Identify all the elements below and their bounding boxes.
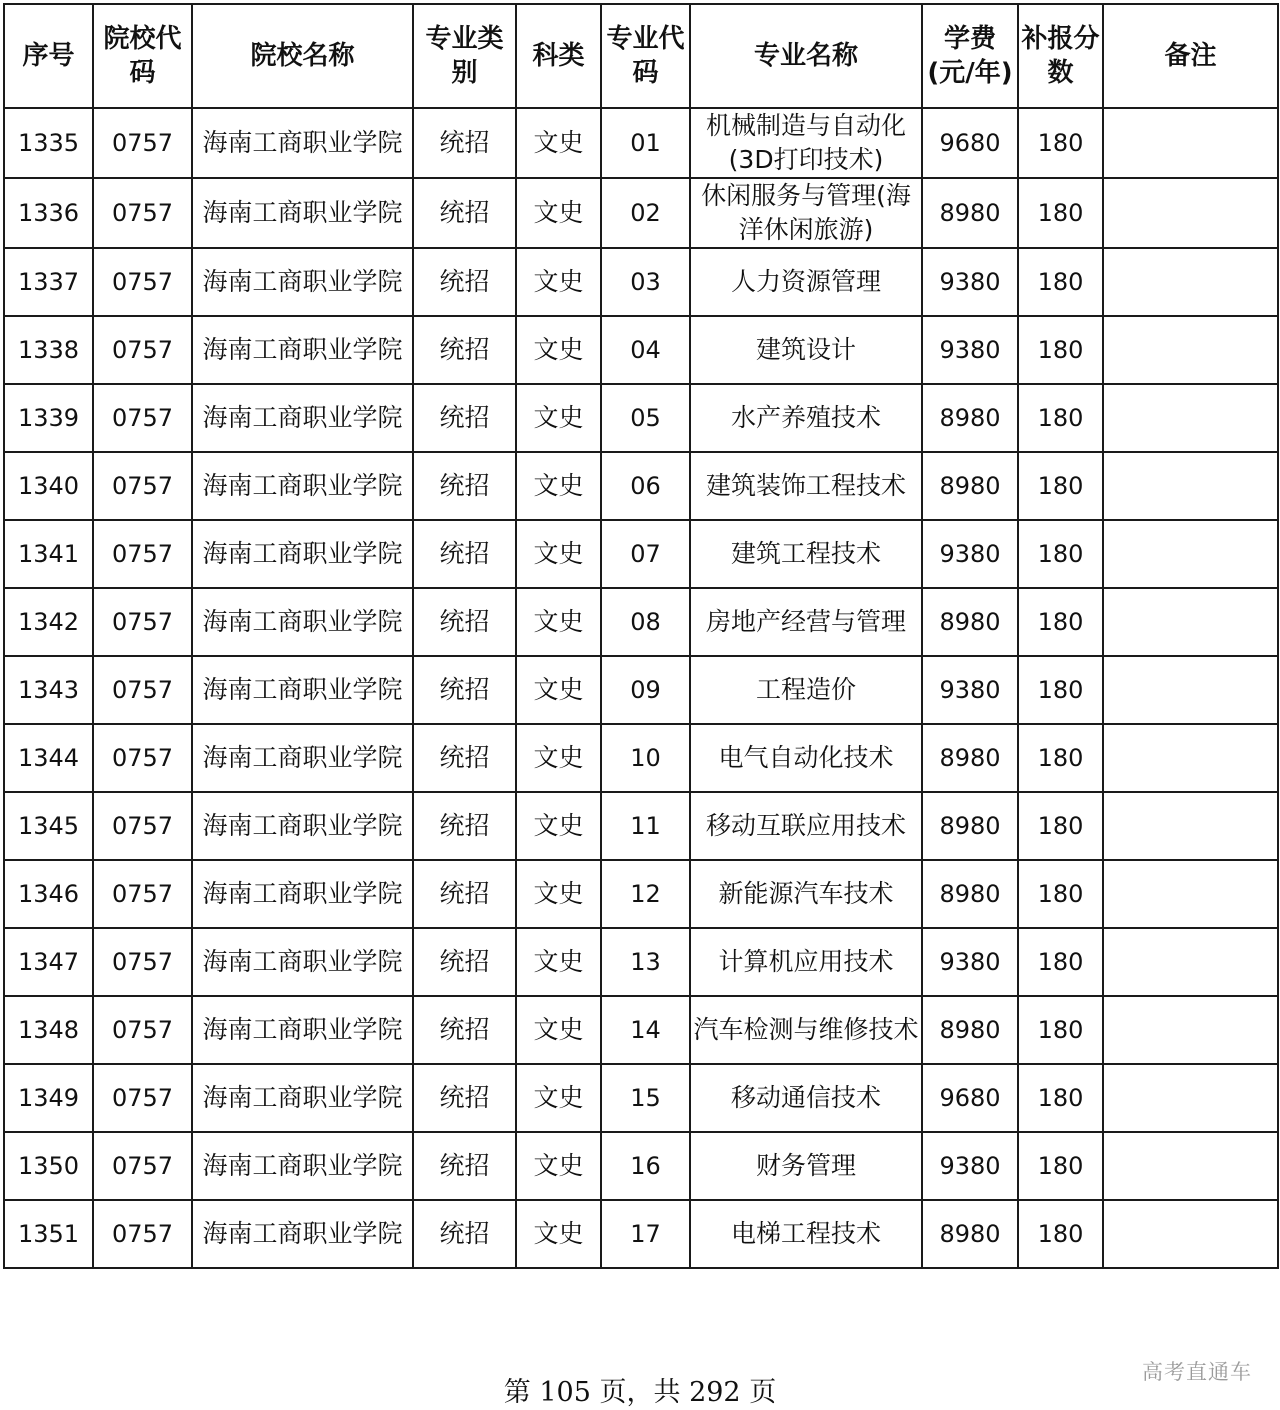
header-subject: 科类: [516, 4, 601, 108]
cell-subject: 文史: [516, 1200, 601, 1268]
cell-fee: 8980: [922, 724, 1018, 792]
cell-subject: 文史: [516, 1064, 601, 1132]
table-row: [4, 588, 1278, 656]
cell-major-type: 统招: [413, 928, 516, 996]
cell-score: 180: [1018, 588, 1103, 656]
cell-seq: 1350: [4, 1132, 93, 1200]
cell-major-type: 统招: [413, 1132, 516, 1200]
cell-fee: 8980: [922, 452, 1018, 520]
cell-fee: 8980: [922, 996, 1018, 1064]
cell-fee: 9380: [922, 248, 1018, 316]
cell-school-code: 0757: [93, 996, 192, 1064]
cell-major-type: 统招: [413, 452, 516, 520]
cell-school-code: 0757: [93, 452, 192, 520]
cell-major-code: 14: [601, 996, 690, 1064]
cell-major-type: 统招: [413, 996, 516, 1064]
cell-major-type: 统招: [413, 724, 516, 792]
cell-subject: 文史: [516, 178, 601, 248]
cell-remark: [1103, 520, 1278, 588]
cell-remark: [1103, 792, 1278, 860]
header-major-code: 专业代码: [601, 4, 690, 108]
table-row: [4, 792, 1278, 860]
cell-major-code: 15: [601, 1064, 690, 1132]
cell-score: 180: [1018, 178, 1103, 248]
cell-subject: 文史: [516, 860, 601, 928]
table-row: [4, 1132, 1278, 1200]
cell-school-name: 海南工商职业学院: [192, 1200, 413, 1268]
cell-school-name: 海南工商职业学院: [192, 724, 413, 792]
cell-major-name: 工程造价: [690, 656, 922, 724]
cell-score: 180: [1018, 996, 1103, 1064]
cell-school-code: 0757: [93, 656, 192, 724]
cell-major-code: 03: [601, 248, 690, 316]
cell-fee: 9680: [922, 1064, 1018, 1132]
cell-subject: 文史: [516, 1132, 601, 1200]
cell-major-name: 电气自动化技术: [690, 724, 922, 792]
cell-seq: 1335: [4, 108, 93, 178]
cell-remark: [1103, 656, 1278, 724]
table-row: [4, 248, 1278, 316]
cell-school-name: 海南工商职业学院: [192, 520, 413, 588]
cell-school-code: 0757: [93, 248, 192, 316]
cell-fee: 8980: [922, 178, 1018, 248]
header-row: [4, 4, 1278, 108]
cell-seq: 1343: [4, 656, 93, 724]
cell-seq: 1345: [4, 792, 93, 860]
admissions-sheet: [3, 3, 1279, 1269]
cell-fee: 8980: [922, 860, 1018, 928]
cell-seq: 1342: [4, 588, 93, 656]
page-number: 第 105 页，共 292 页: [503, 1377, 777, 1408]
cell-subject: 文史: [516, 316, 601, 384]
header-score: 补报分数: [1018, 4, 1103, 108]
cell-major-type: 统招: [413, 178, 516, 248]
table-row: [4, 724, 1278, 792]
cell-school-name: 海南工商职业学院: [192, 316, 413, 384]
cell-seq: 1339: [4, 384, 93, 452]
cell-major-code: 17: [601, 1200, 690, 1268]
table-row: [4, 108, 1278, 178]
header-remark: 备注: [1103, 4, 1278, 108]
cell-seq: 1349: [4, 1064, 93, 1132]
header-seq: 序号: [4, 4, 93, 108]
cell-score: 180: [1018, 1064, 1103, 1132]
cell-score: 180: [1018, 520, 1103, 588]
cell-seq: 1346: [4, 860, 93, 928]
cell-subject: 文史: [516, 928, 601, 996]
cell-school-name: 海南工商职业学院: [192, 1132, 413, 1200]
cell-major-type: 统招: [413, 520, 516, 588]
table-row: [4, 520, 1278, 588]
table-row: [4, 928, 1278, 996]
cell-remark: [1103, 452, 1278, 520]
header-major-type: 专业类别: [413, 4, 516, 108]
cell-score: 180: [1018, 724, 1103, 792]
cell-major-code: 13: [601, 928, 690, 996]
cell-remark: [1103, 1200, 1278, 1268]
table-row: [4, 1200, 1278, 1268]
cell-major-code: 09: [601, 656, 690, 724]
cell-major-name: 休闲服务与管理(海洋休闲旅游): [690, 178, 922, 248]
cell-subject: 文史: [516, 792, 601, 860]
cell-score: 180: [1018, 928, 1103, 996]
table-row: [4, 316, 1278, 384]
cell-school-name: 海南工商职业学院: [192, 384, 413, 452]
cell-remark: [1103, 860, 1278, 928]
cell-score: 180: [1018, 792, 1103, 860]
table-row: [4, 178, 1278, 248]
cell-remark: [1103, 588, 1278, 656]
cell-fee: 9380: [922, 520, 1018, 588]
cell-seq: 1347: [4, 928, 93, 996]
cell-seq: 1338: [4, 316, 93, 384]
cell-score: 180: [1018, 108, 1103, 178]
cell-subject: 文史: [516, 996, 601, 1064]
cell-seq: 1337: [4, 248, 93, 316]
table-row: [4, 860, 1278, 928]
cell-fee: 9380: [922, 1132, 1018, 1200]
cell-subject: 文史: [516, 248, 601, 316]
table-row: [4, 452, 1278, 520]
cell-remark: [1103, 384, 1278, 452]
cell-major-name: 财务管理: [690, 1132, 922, 1200]
cell-major-code: 04: [601, 316, 690, 384]
cell-school-code: 0757: [93, 792, 192, 860]
cell-major-code: 05: [601, 384, 690, 452]
cell-school-code: 0757: [93, 384, 192, 452]
cell-major-code: 01: [601, 108, 690, 178]
cell-fee: 8980: [922, 588, 1018, 656]
cell-school-code: 0757: [93, 724, 192, 792]
cell-subject: 文史: [516, 520, 601, 588]
cell-major-name: 移动互联应用技术: [690, 792, 922, 860]
cell-score: 180: [1018, 248, 1103, 316]
cell-major-code: 11: [601, 792, 690, 860]
cell-seq: 1340: [4, 452, 93, 520]
header-major-name: 专业名称: [690, 4, 922, 108]
cell-school-code: 0757: [93, 928, 192, 996]
cell-fee: 8980: [922, 384, 1018, 452]
cell-major-code: 10: [601, 724, 690, 792]
cell-seq: 1341: [4, 520, 93, 588]
cell-school-code: 0757: [93, 316, 192, 384]
cell-major-type: 统招: [413, 248, 516, 316]
cell-score: 180: [1018, 1200, 1103, 1268]
cell-seq: 1344: [4, 724, 93, 792]
cell-seq: 1351: [4, 1200, 93, 1268]
cell-major-type: 统招: [413, 108, 516, 178]
cell-school-name: 海南工商职业学院: [192, 792, 413, 860]
cell-major-name: 房地产经营与管理: [690, 588, 922, 656]
cell-school-name: 海南工商职业学院: [192, 1064, 413, 1132]
cell-subject: 文史: [516, 108, 601, 178]
table-row: [4, 384, 1278, 452]
cell-major-code: 12: [601, 860, 690, 928]
header-fee: 学费(元/年): [922, 4, 1018, 108]
cell-fee: 8980: [922, 1200, 1018, 1268]
cell-major-code: 16: [601, 1132, 690, 1200]
cell-fee: 9380: [922, 656, 1018, 724]
cell-score: 180: [1018, 860, 1103, 928]
cell-remark: [1103, 724, 1278, 792]
cell-major-name: 机械制造与自动化(3D打印技术): [690, 108, 922, 178]
cell-school-name: 海南工商职业学院: [192, 928, 413, 996]
cell-major-name: 水产养殖技术: [690, 384, 922, 452]
cell-subject: 文史: [516, 724, 601, 792]
cell-major-type: 统招: [413, 792, 516, 860]
cell-major-name: 建筑装饰工程技术: [690, 452, 922, 520]
cell-school-name: 海南工商职业学院: [192, 860, 413, 928]
cell-major-code: 08: [601, 588, 690, 656]
cell-school-code: 0757: [93, 178, 192, 248]
cell-major-name: 电梯工程技术: [690, 1200, 922, 1268]
cell-school-name: 海南工商职业学院: [192, 248, 413, 316]
cell-major-type: 统招: [413, 316, 516, 384]
cell-major-type: 统招: [413, 1064, 516, 1132]
cell-seq: 1336: [4, 178, 93, 248]
cell-score: 180: [1018, 656, 1103, 724]
cell-major-code: 07: [601, 520, 690, 588]
cell-remark: [1103, 316, 1278, 384]
cell-remark: [1103, 108, 1278, 178]
header-school-name: 院校名称: [192, 4, 413, 108]
cell-score: 180: [1018, 316, 1103, 384]
cell-major-name: 建筑设计: [690, 316, 922, 384]
table-row: [4, 996, 1278, 1064]
header-school-code: 院校代码: [93, 4, 192, 108]
cell-fee: 9680: [922, 108, 1018, 178]
admissions-table: [3, 3, 1279, 1269]
cell-seq: 1348: [4, 996, 93, 1064]
cell-major-name: 汽车检测与维修技术: [690, 996, 922, 1064]
cell-remark: [1103, 996, 1278, 1064]
cell-school-code: 0757: [93, 1132, 192, 1200]
table-row: [4, 656, 1278, 724]
cell-major-name: 建筑工程技术: [690, 520, 922, 588]
cell-school-name: 海南工商职业学院: [192, 178, 413, 248]
cell-score: 180: [1018, 384, 1103, 452]
cell-school-code: 0757: [93, 108, 192, 178]
cell-school-name: 海南工商职业学院: [192, 452, 413, 520]
cell-major-name: 计算机应用技术: [690, 928, 922, 996]
cell-subject: 文史: [516, 656, 601, 724]
cell-remark: [1103, 178, 1278, 248]
cell-fee: 9380: [922, 316, 1018, 384]
cell-subject: 文史: [516, 588, 601, 656]
cell-school-code: 0757: [93, 1200, 192, 1268]
cell-school-code: 0757: [93, 520, 192, 588]
cell-school-name: 海南工商职业学院: [192, 996, 413, 1064]
cell-school-name: 海南工商职业学院: [192, 588, 413, 656]
cell-remark: [1103, 928, 1278, 996]
cell-fee: 9380: [922, 928, 1018, 996]
cell-score: 180: [1018, 1132, 1103, 1200]
cell-major-type: 统招: [413, 860, 516, 928]
cell-remark: [1103, 248, 1278, 316]
cell-fee: 8980: [922, 792, 1018, 860]
cell-major-type: 统招: [413, 1200, 516, 1268]
cell-major-type: 统招: [413, 588, 516, 656]
cell-remark: [1103, 1132, 1278, 1200]
cell-school-code: 0757: [93, 1064, 192, 1132]
cell-major-code: 06: [601, 452, 690, 520]
cell-major-type: 统招: [413, 384, 516, 452]
cell-major-code: 02: [601, 178, 690, 248]
table-row: [4, 1064, 1278, 1132]
cell-school-name: 海南工商职业学院: [192, 656, 413, 724]
cell-subject: 文史: [516, 384, 601, 452]
cell-remark: [1103, 1064, 1278, 1132]
cell-major-name: 移动通信技术: [690, 1064, 922, 1132]
cell-score: 180: [1018, 452, 1103, 520]
cell-subject: 文史: [516, 452, 601, 520]
cell-major-name: 新能源汽车技术: [690, 860, 922, 928]
watermark: 高考直通车: [1142, 1360, 1252, 1384]
cell-school-code: 0757: [93, 860, 192, 928]
cell-school-code: 0757: [93, 588, 192, 656]
cell-school-name: 海南工商职业学院: [192, 108, 413, 178]
cell-major-type: 统招: [413, 656, 516, 724]
cell-major-name: 人力资源管理: [690, 248, 922, 316]
